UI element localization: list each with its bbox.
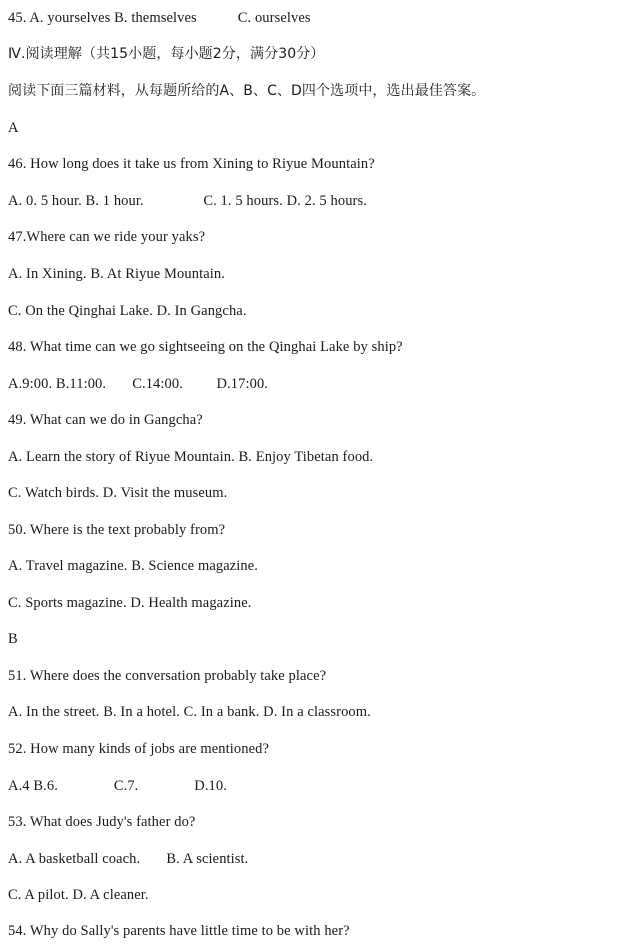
q47-question: 47.Where can we ride your yaks? xyxy=(8,229,206,245)
section-heading-reading: Ⅳ.阅读理解（共15小题，每小题2分，满分30分） xyxy=(8,46,325,62)
q53-options-2: C. A pilot. D. A cleaner. xyxy=(8,887,149,903)
passage-label-b: B xyxy=(8,631,18,647)
q49-question: 49. What can we do in Gangcha? xyxy=(8,412,203,428)
q53-question: 53. What does Judy's father do? xyxy=(8,814,196,830)
q52-question: 52. How many kinds of jobs are mentioned? xyxy=(8,741,270,757)
q45-options: 45. A. yourselves B. themselves C. ourselves xyxy=(8,10,311,26)
q50-options-2: C. Sports magazine. D. Health magazine. xyxy=(8,595,252,611)
q50-question: 50. Where is the text probably from? xyxy=(8,522,226,538)
q54-question: 54. Why do Sally's parents have little time to be with her? xyxy=(8,923,350,939)
q47-options-1: A. In Xining. B. At Riyue Mountain. xyxy=(8,266,225,282)
section-instructions: 阅读下面三篇材料，从每题所给的A、B、C、D四个选项中，选出最佳答案。 xyxy=(8,83,486,99)
q51-question: 51. Where does the conversation probably take place? xyxy=(8,668,327,684)
q48-question: 48. What time can we go sightseeing on the Qinghai Lake by ship? xyxy=(8,339,403,355)
passage-label-a: A xyxy=(8,120,19,136)
q48-options: A.9:00. B.11:00. C.14:00. D.17:00. xyxy=(8,376,269,392)
q49-options-1: A. Learn the story of Riyue Mountain. B. Enjoy Tibetan food. xyxy=(8,449,374,465)
q50-options-1: A. Travel magazine. B. Science magazine. xyxy=(8,558,259,574)
q46-question: 46. How long does it take us from Xining to Riyue Mountain? xyxy=(8,156,375,172)
q53-options-1: A. A basketball coach. B. A scientist. xyxy=(8,851,249,867)
q52-options: A.4 B.6. C.7. D.10. xyxy=(8,778,227,794)
q49-options-2: C. Watch birds. D. Visit the museum. xyxy=(8,485,228,501)
q51-options: A. In the street. B. In a hotel. C. In a bank. D. In a classroom. xyxy=(8,704,371,720)
q47-options-2: C. On the Qinghai Lake. D. In Gangcha. xyxy=(8,303,247,319)
q46-options: A. 0. 5 hour. B. 1 hour. C. 1. 5 hours. D. 2. 5 hours. xyxy=(8,193,367,209)
